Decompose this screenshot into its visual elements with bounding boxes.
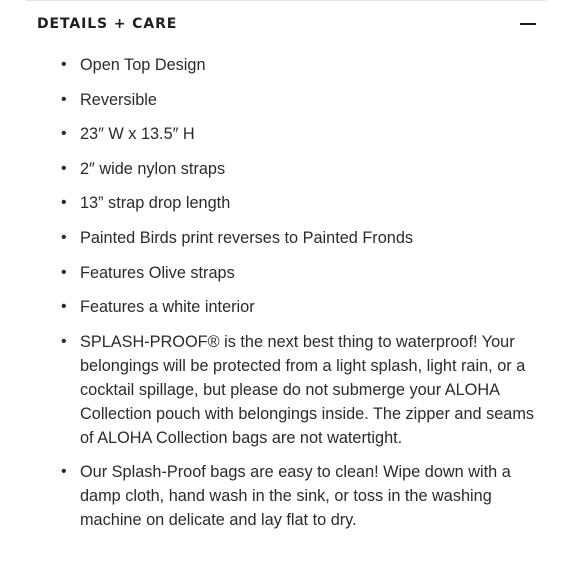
bullet: • [61, 194, 67, 212]
bullet: • [61, 298, 67, 316]
bullet: • [61, 263, 67, 281]
feature-item-print [57, 226, 547, 250]
bullet: • [61, 90, 67, 108]
feature-text: Features a white interior [80, 298, 255, 317]
feature-item-reversible [57, 88, 547, 112]
collapse-button[interactable] [519, 15, 537, 33]
feature-text: Features Olive straps [80, 263, 235, 282]
section-divider [26, 0, 546, 1]
feature-text: 2″ wide nylon straps [80, 159, 226, 178]
feature-item-open-top [57, 53, 547, 77]
feature-text: Open Top Design [80, 56, 206, 74]
minus-icon [520, 23, 536, 26]
bullet: • [61, 125, 67, 143]
feature-item-splash-proof [57, 330, 547, 450]
feature-text: Reversible [80, 90, 157, 109]
bullet: • [61, 56, 67, 73]
feature-item-strap-color [57, 261, 547, 285]
feature-text: 23″ W x 13.5″ H [80, 125, 195, 144]
bullet: • [61, 332, 67, 350]
section-title: DETAILS + CARE [37, 16, 178, 32]
feature-item-dimensions [57, 122, 547, 146]
feature-text: SPLASH-PROOF® is the next best thing to waterproof! Your belongings will be protected from a light splash, light rain, or a cocktail spillage, but please do not submerge your ALOHA Collection pouch with belongings inside. The zipper and seams of ALOHA Collection bags are not watertight. [80, 332, 535, 447]
feature-text: Painted Birds print reverses to Painted Fronds [80, 228, 414, 247]
feature-item-strap-drop [57, 191, 547, 215]
feature-text: 13” strap drop length [80, 194, 231, 213]
feature-item-straps [57, 157, 547, 181]
feature-text: Our Splash-Proof bags are easy to clean! Wipe down with a damp cloth, hand wash in the sink, or toss in the washing machine on delicate and lay flat to dry. [80, 462, 511, 529]
feature-item-care [57, 460, 547, 532]
feature-list [57, 53, 547, 542]
bullet: • [61, 462, 67, 480]
bullet: • [61, 228, 67, 246]
details-care-accordion-header[interactable] [37, 13, 537, 35]
feature-item-interior [57, 295, 547, 319]
bullet: • [61, 159, 67, 177]
